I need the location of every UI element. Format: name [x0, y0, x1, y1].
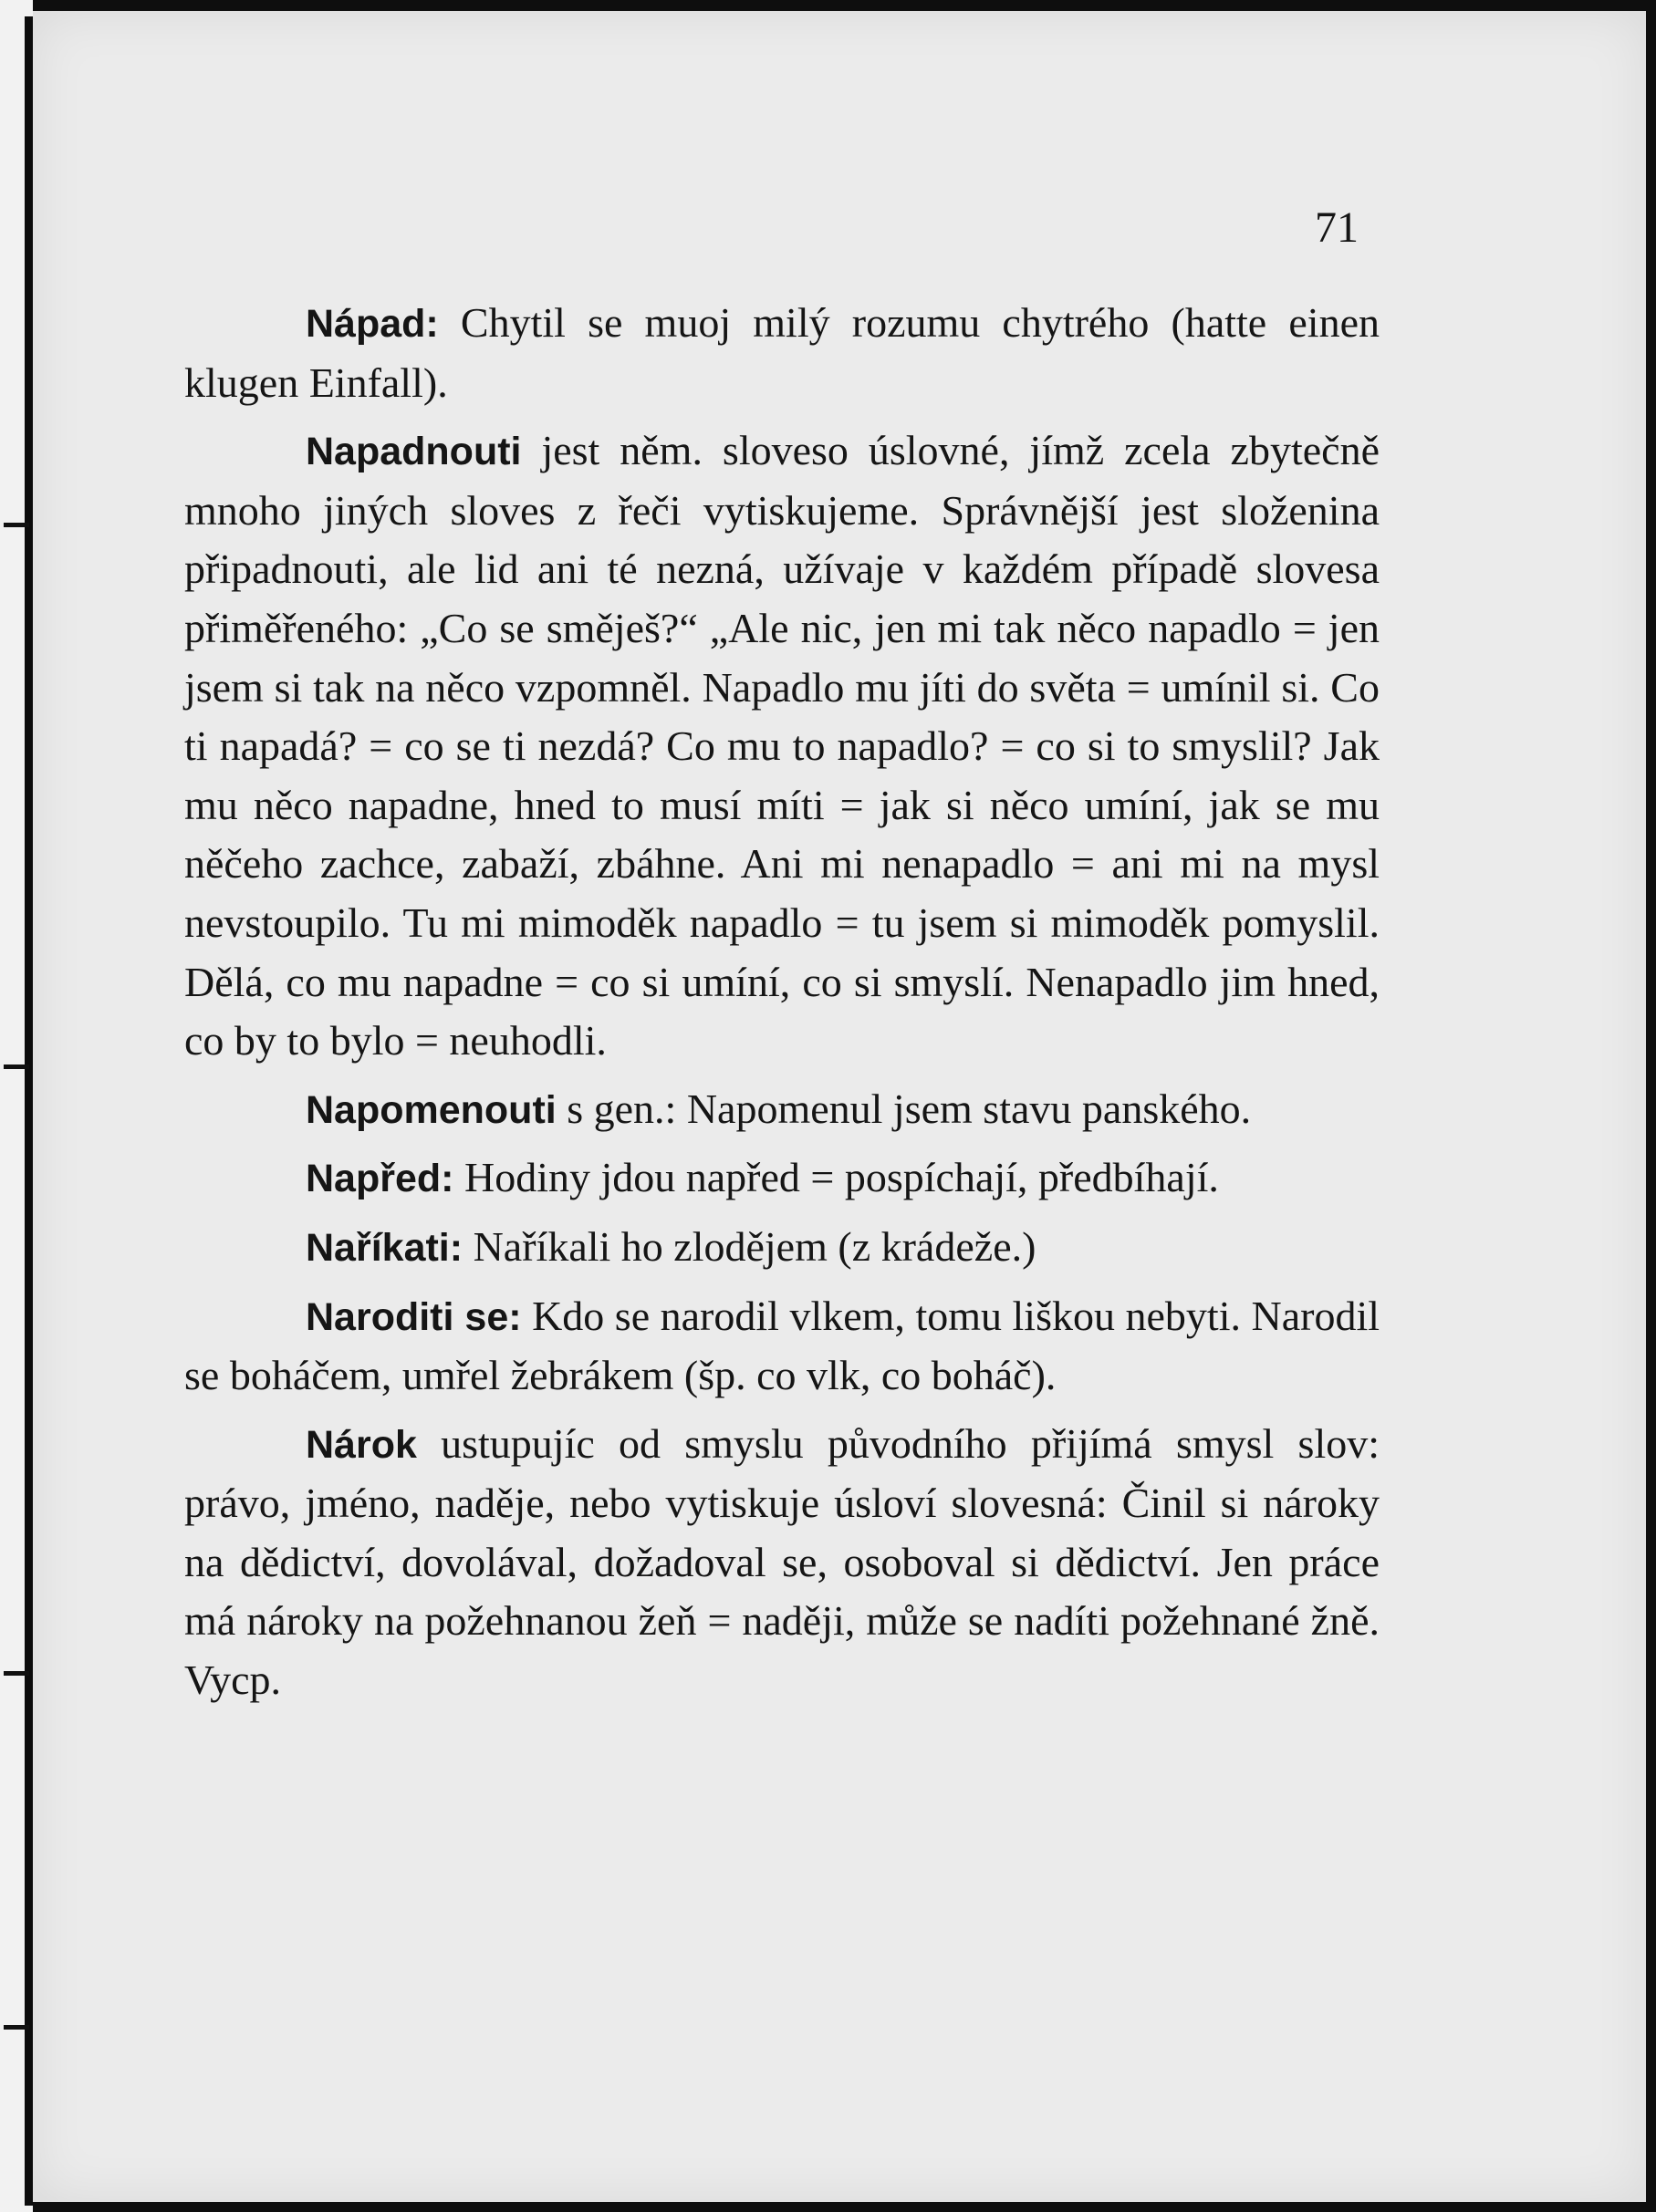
headword: Naroditi se: — [306, 1294, 522, 1339]
entry-narok — [184, 1415, 1380, 1710]
entry-napadnouti — [184, 421, 1380, 1071]
entry-text: jest něm. sloveso úslovné, jímž zcela zbytečně mnoho jiných sloves z řeči vytiskujeme. Správnější jest složenina připadnouti, ale lid ani té nezná, užívaje v každém případě slovesa přiměřeného: „Co se směješ?“ „Ale nic, jen mi tak něco napadlo = jen jsem si tak na něco vzpomněl. Napadlo mu jíti do světa = umínil si. Co ti napadá? = co se ti nezdá? Co mu to napadlo? = co si to smyslil? Jak mu něco napadne, hned to musí míti = jak si něco umíní, jak se mu něčeho zachce, zabaží, zbáhne. Ani mi nenapadlo = ani mi na mysl nevstoupilo. Tu mi mimoděk napadlo = tu jsem si mimoděk pomyslil. Dělá, co mu napadne = co si umíní, co si smyslí. Nenapadlo jim hned, co by to bylo = neuhodli. — [184, 427, 1380, 1064]
binding-mark — [4, 523, 29, 527]
entry-text: Hodiny jdou napřed = pospíchají, předbíhají. — [463, 1154, 1219, 1201]
page-number: 71 — [1315, 203, 1359, 252]
binding-mark — [4, 2025, 29, 2030]
entry-narikati — [184, 1218, 1380, 1278]
headword: Nárok — [306, 1422, 417, 1467]
binding-edge — [25, 16, 33, 2206]
binding-mark — [4, 1671, 29, 1676]
entry-text: ustupujíc od smyslu původního přijímá smysl slov: právo, jméno, naděje, nebo vytiskuje úsloví slovesná: Činil si nároky na dědictví, dovolával, dožadoval se, osoboval si dědictví. Jen práce má nároky na požehnanou žeň = naději, může se nadíti požehnané žně. Vycp. — [184, 1419, 1380, 1704]
entry-text: Chytil se muoj milý rozumu chytrého (hatte einen klugen Einfall). — [184, 299, 1380, 406]
binding-mark — [4, 1064, 29, 1069]
entry-text: Naříkali ho zlodějem (z krádeže.) — [473, 1222, 1036, 1270]
headword: Nápad: — [306, 302, 439, 346]
headword: Napomenouti — [306, 1087, 557, 1132]
dictionary-text — [184, 294, 1380, 1719]
entry-napred — [184, 1148, 1380, 1209]
entry-text: Kdo se narodil vlkem, tomu liškou nebyti. Narodil se boháčem, umřel žebrákem (šp. co vlk, co boháč). — [184, 1292, 1380, 1399]
headword: Naříkati: — [306, 1225, 463, 1270]
entry-napomenouti — [184, 1080, 1380, 1140]
headword: Napřed: — [306, 1157, 454, 1201]
entry-napad — [184, 294, 1380, 412]
page-binding — [0, 0, 33, 2212]
entry-text: s gen.: Napomenul jsem stavu panského. — [567, 1085, 1252, 1132]
headword: Napadnouti — [306, 430, 522, 474]
entry-naroditi-se — [184, 1287, 1380, 1406]
